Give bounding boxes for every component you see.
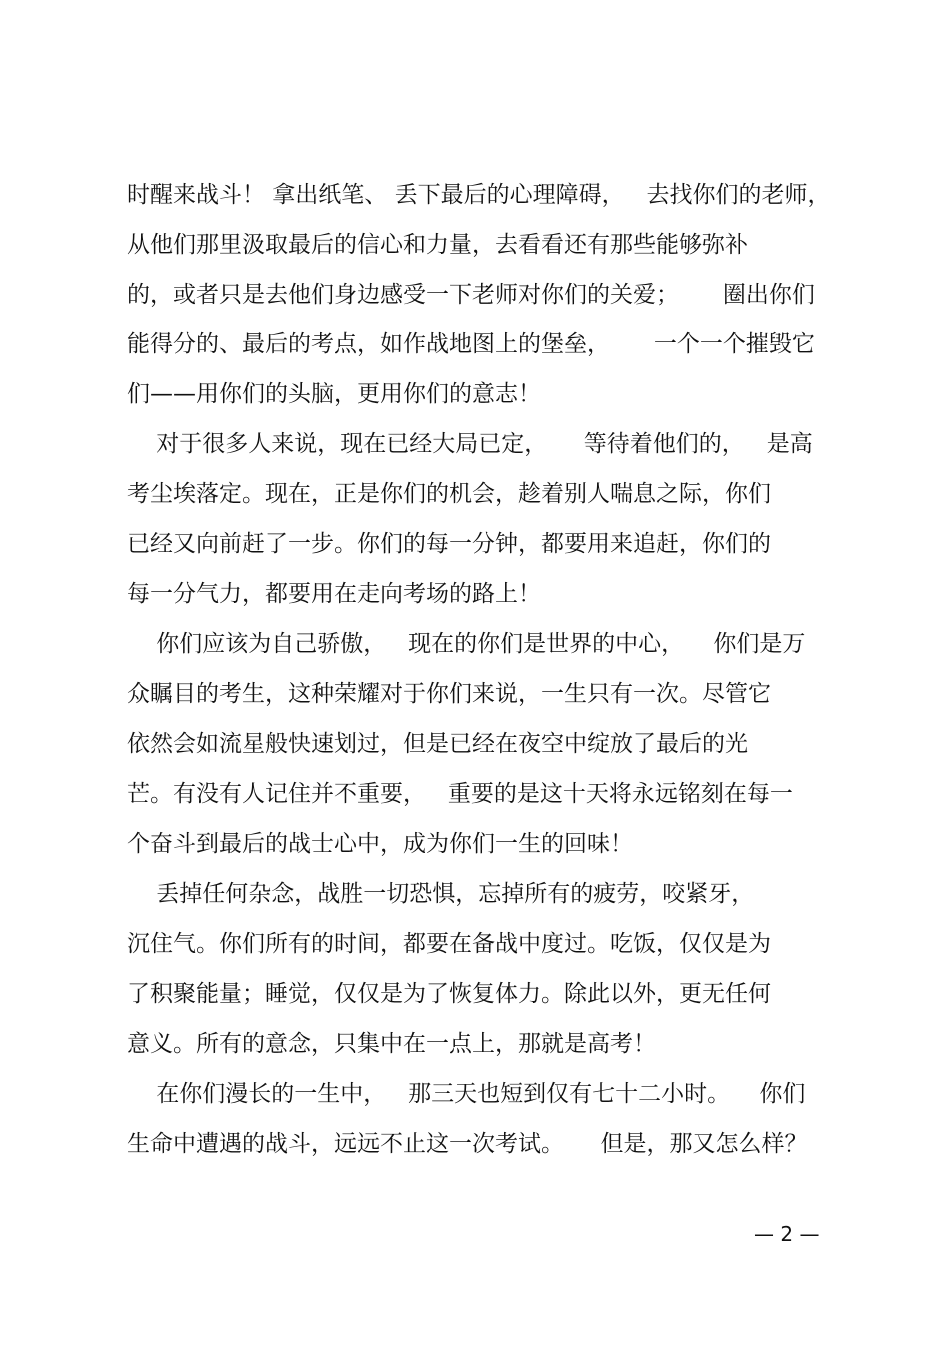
text-line: 依然会如流星般快速划过，但是已经在夜空中绽放了最后的光 — [127, 731, 748, 757]
text-line: 们——用你们的头脑，更用你们的意志！ — [127, 381, 541, 407]
text-line: 生命中遭遇的战斗，远远不止这一次考试。 但是，那又怎么样？ — [127, 1131, 808, 1157]
text-line: 每一分气力，都要用在走向考场的路上！ — [127, 581, 541, 607]
text-line: 的，或者只是去他们身边感受一下老师对你们的关爱； 圈出你们 — [127, 282, 815, 308]
text-line: 了积聚能量；睡觉，仅仅是为了恢复体力。除此以外，更无任何 — [127, 981, 771, 1007]
text-line: 意义。所有的意念，只集中在一点上，那就是高考！ — [127, 1031, 656, 1057]
text-line: 考尘埃落定。现在，正是你们的机会，趁着别人喘息之际，你们 — [127, 481, 771, 507]
text-line: 能得分的、最后的考点，如作战地图上的堡垒， 一个一个摧毁它 — [127, 331, 815, 357]
text-line: 丢掉任何杂念，战胜一切恐惧，忘掉所有的疲劳，咬紧牙， — [127, 881, 755, 907]
text-line: 已经又向前赶了一步。你们的每一分钟，都要用来追赶，你们的 — [127, 531, 771, 557]
text-line: 你们应该为自己骄傲， 现在的你们是世界的中心， 你们是万 — [127, 631, 806, 657]
text-line: 在你们漫长的一生中， 那三天也短到仅有七十二小时。 你们 — [127, 1081, 806, 1107]
text-line: 芒。有没有人记住并不重要， 重要的是这十天将永远铭刻在每一 — [127, 781, 793, 807]
text-line: 时醒来战斗！ 拿出纸笔、 丢下最后的心理障碍， 去找你们的老师， — [127, 182, 831, 208]
text-line: 个奋斗到最后的战士心中，成为你们一生的回味！ — [127, 831, 633, 857]
text-line: 对于很多人来说，现在已经大局已定， 等待着他们的， 是高 — [127, 431, 813, 457]
text-line: 沉住气。你们所有的时间，都要在备战中度过。吃饭，仅仅是为 — [127, 931, 771, 957]
text-line: 从他们那里汲取最后的信心和力量，去看看还有那些能够弥补 — [127, 232, 748, 258]
page-number: — 2 — — [754, 1222, 820, 1246]
text-line: 众瞩目的考生，这种荣耀对于你们来说，一生只有一次。尽管它 — [127, 681, 771, 707]
